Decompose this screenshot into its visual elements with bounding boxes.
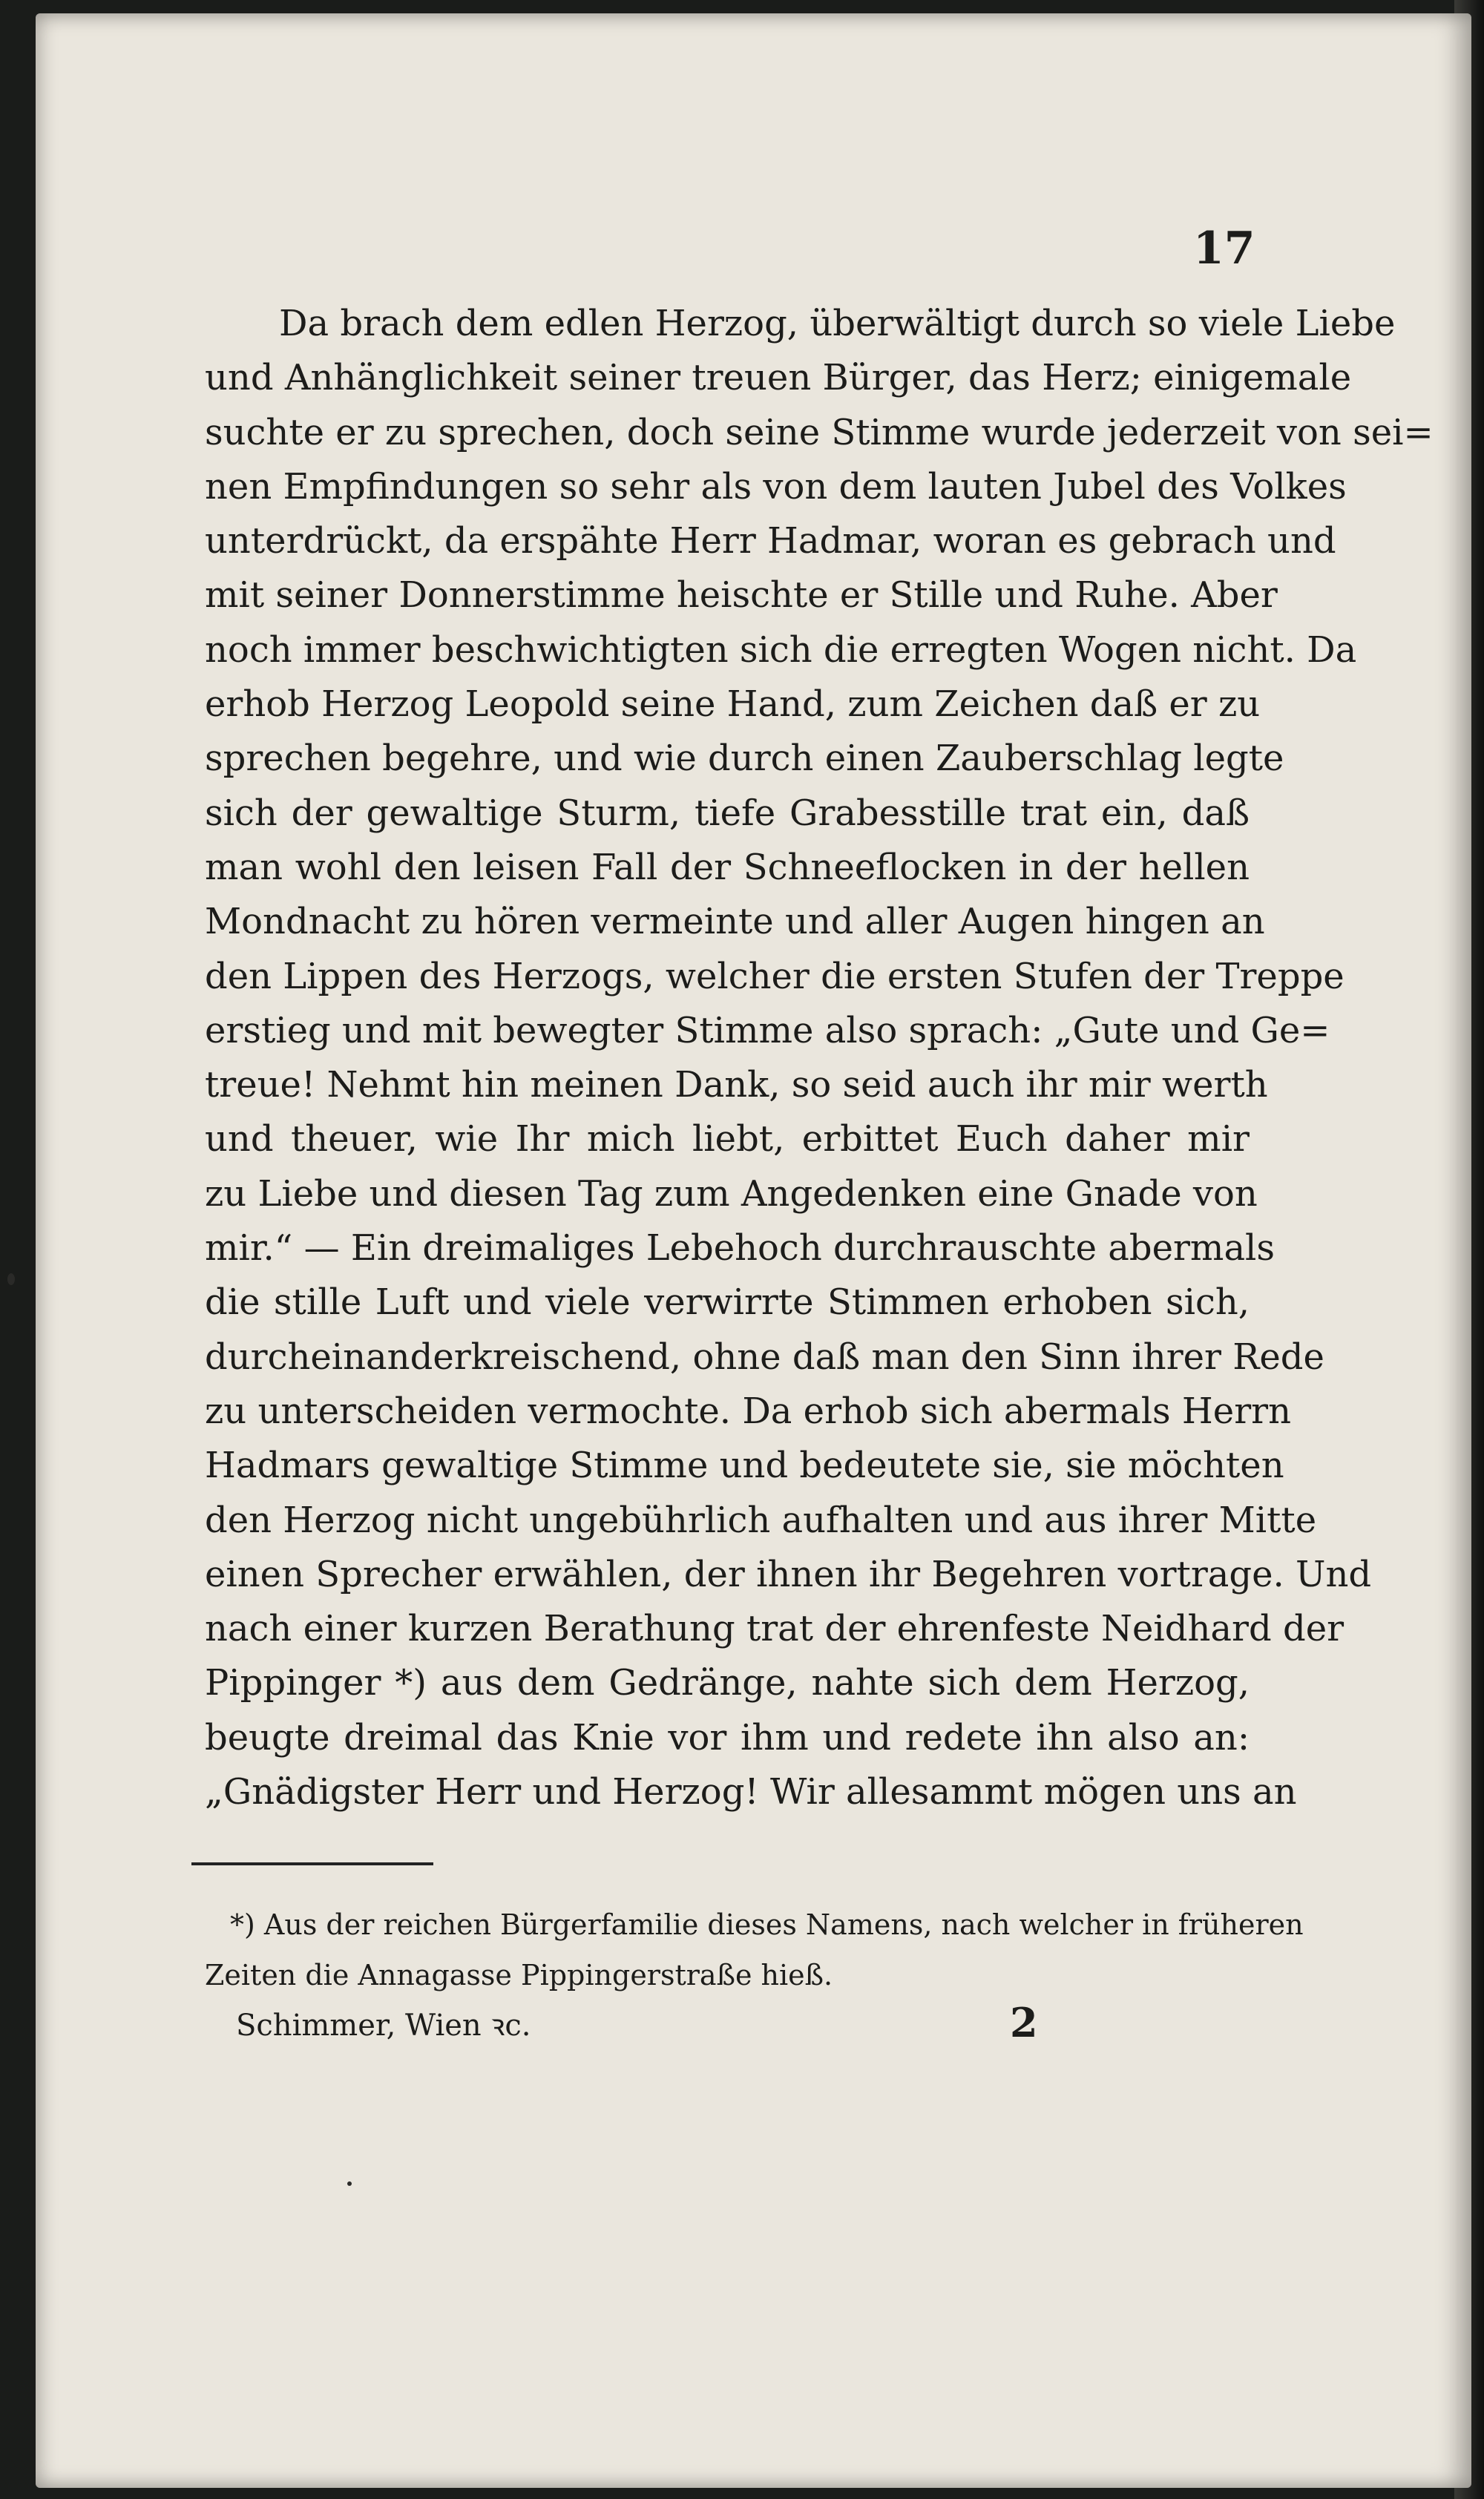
footnote-line: Zeiten die Annagasse Pippingerstraße hieß. <box>205 1959 833 1991</box>
body-line: Da brach dem edlen Herzog, überwältigt durch so viele Liebe <box>279 303 1396 344</box>
body-line: Mondnacht zu hören vermeinte und aller Augen hingen an <box>205 901 1265 943</box>
body-line: Pippinger *) aus dem Gedränge, nahte sich dem Herzog, <box>205 1662 1250 1704</box>
sheet-number: 2 <box>1010 1999 1038 2046</box>
body-line: unterdrückt, da erspähte Herr Hadmar, woran es gebrach und <box>205 520 1336 562</box>
body-line: suchte er zu sprechen, doch seine Stimme wurde jederzeit von sei= <box>205 411 1434 453</box>
body-line: treue! Nehmt hin meinen Dank, so seid auch ihr mir werth <box>205 1064 1268 1106</box>
body-line: beugte dreimal das Knie vor ihm und redete ihn also an: <box>205 1716 1250 1759</box>
body-line: den Herzog nicht ungebührlich aufhalten und aus ihrer Mitte <box>205 1499 1317 1541</box>
body-line: durcheinanderkreischend, ohne daß man den Sinn ihrer Rede <box>205 1336 1324 1378</box>
body-line: und Anhänglichkeit seiner treuen Bürger, das Herz; einigemale <box>205 357 1352 399</box>
page-speck <box>347 2181 352 2186</box>
footnote-line: *) Aus der reichen Bürgerfamilie dieses Namens, nach welcher in früheren <box>230 1908 1304 1941</box>
body-line: nach einer kurzen Berathung trat der ehrenfeste Neidhard der <box>205 1608 1345 1650</box>
body-line: sprechen begehre, und wie durch einen Zauberschlag legte <box>205 738 1284 780</box>
body-line: zu Liebe und diesen Tag zum Angedenken eine Gnade von <box>205 1172 1258 1215</box>
body-line: sich der gewaltige Sturm, tiefe Grabesstille trat ein, daß <box>205 792 1250 834</box>
body-text <box>205 297 1434 1819</box>
footnote-rule <box>191 1862 433 1865</box>
body-line: mit seiner Donnerstimme heischte er Stille und Ruhe. Aber <box>205 574 1278 617</box>
body-line: einen Sprecher erwählen, der ihnen ihr Begehren vortrage. Und <box>205 1553 1372 1595</box>
body-line: den Lippen des Herzogs, welcher die ersten Stufen der Treppe <box>205 955 1345 997</box>
body-line: erhob Herzog Leopold seine Hand, zum Zeichen daß er zu <box>205 683 1261 726</box>
body-line: man wohl den leisen Fall der Schneeflocken in der hellen <box>205 846 1250 888</box>
body-line: die stille Luft und viele verwirrte Stimmen erhoben sich, <box>205 1281 1250 1324</box>
body-line: nen Empfindungen so sehr als von dem lauten Jubel des Volkes <box>205 465 1347 508</box>
body-line: „Gnädigster Herr und Herzog! Wir allesammt mögen uns an <box>205 1771 1297 1813</box>
printer-signature: Schimmer, Wien ꝛc. <box>236 2009 531 2043</box>
body-line: erstieg und mit bewegter Stimme also sprach: „Gute und Ge= <box>205 1009 1330 1051</box>
body-line: Hadmars gewaltige Stimme und bedeutete sie, sie möchten <box>205 1445 1284 1487</box>
page-number: 17 <box>1193 223 1255 275</box>
footnotes <box>205 1899 1304 2000</box>
body-line: zu unterscheiden vermochte. Da erhob sich abermals Herrn <box>205 1390 1291 1432</box>
signature-line <box>236 1999 1052 2055</box>
body-line: mir.“ — Ein dreimaliges Lebehoch durchrauschte abermals <box>205 1227 1275 1270</box>
body-line: und theuer, wie Ihr mich liebt, erbittet Euch daher mir <box>205 1118 1250 1160</box>
body-line: noch immer beschwichtigten sich die erregten Wogen nicht. Da <box>205 628 1357 671</box>
page-speck <box>7 1273 15 1285</box>
